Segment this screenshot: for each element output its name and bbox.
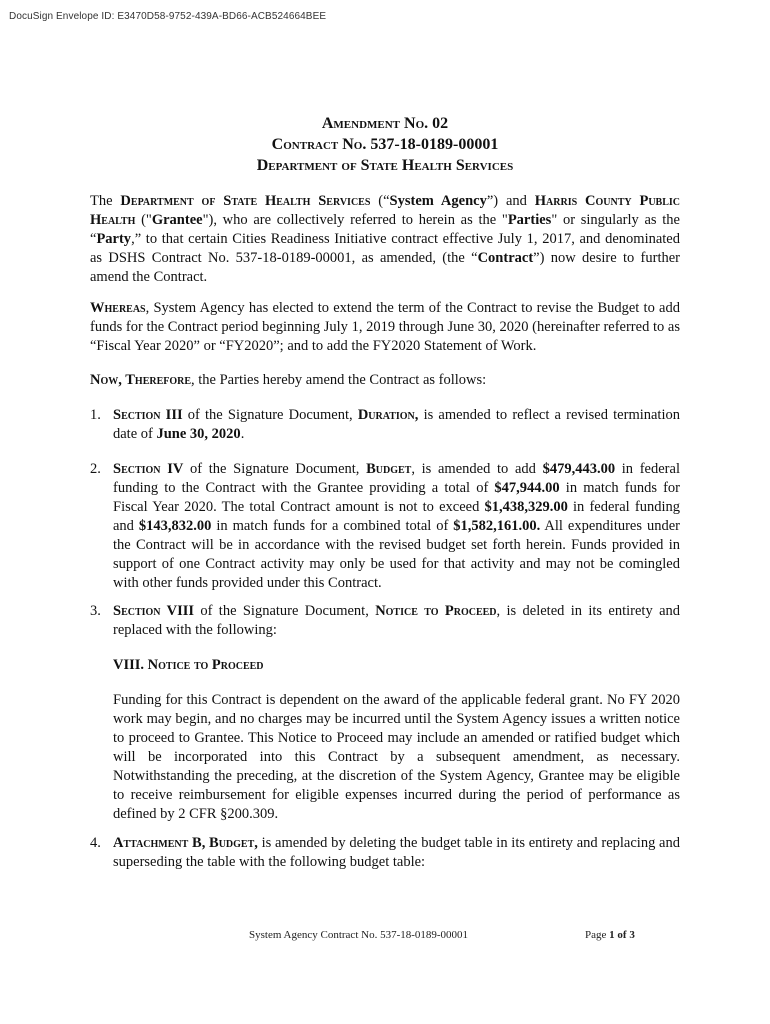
item-text: , is deleted in its entirety and replaced with the following: xyxy=(113,603,680,638)
docusign-envelope-id: DocuSign Envelope ID: E3470D58-9752-439A-BD66-ACB524664BEE xyxy=(9,11,327,22)
item-text: of the Signature Document, xyxy=(194,603,376,619)
page-total: 3 xyxy=(629,929,635,941)
amount: $479,443.00 xyxy=(542,461,616,477)
intro-text: ”) and xyxy=(486,193,535,209)
amount: $1,438,329.00 xyxy=(484,499,568,515)
page-prefix: Page xyxy=(585,929,610,941)
document-title-block xyxy=(0,113,770,176)
page-num: 1 xyxy=(609,929,615,941)
intro-text: (" xyxy=(135,212,152,228)
now-therefore-label: Now, Therefore xyxy=(90,372,192,388)
section-title: Notice to Proceed xyxy=(375,603,497,619)
footer-page-number xyxy=(585,929,635,941)
item-text: in match funds for a combined total of xyxy=(211,518,454,534)
list-item-text xyxy=(113,834,680,872)
list-item xyxy=(90,834,680,872)
intro-text: ,” to that certain Cities Readiness Initiative contract effective July 1, 2017, and denominated as DSHS Contract No. 537-18-0189-00001, as amended, (the “ xyxy=(90,231,680,266)
item-text: , is amended to add xyxy=(411,461,543,477)
contract-term: Contract xyxy=(477,250,534,266)
whereas-label: Whereas xyxy=(90,300,146,316)
item-text: of the Signature Document, xyxy=(183,461,367,477)
department-title: Department of State Health Services xyxy=(256,157,514,174)
section-ref: Section III xyxy=(113,407,183,423)
section-title: Budget xyxy=(366,461,412,477)
list-item xyxy=(90,602,680,640)
section-ref: Section IV xyxy=(113,461,184,477)
list-item-text xyxy=(113,406,680,444)
agency-name: Department of State Health Services xyxy=(120,193,371,209)
whereas-paragraph xyxy=(90,299,680,356)
amount: $143,832.00 xyxy=(138,518,212,534)
intro-text: ”) now desire to further amend the Contract. xyxy=(90,250,680,285)
item-text: . xyxy=(240,426,245,442)
list-number: 2. xyxy=(90,461,101,477)
parties-term: Parties xyxy=(507,212,552,228)
grantee-name: Harris County Public Health xyxy=(90,193,681,228)
contract-number-title: Contract No. 537-18-0189-00001 xyxy=(271,136,499,153)
amendment-title: Amendment No. 02 xyxy=(321,115,449,132)
intro-text: "), who are collectively referred to herein as the " xyxy=(202,212,508,228)
item-text: All expenditures under the Contract will be in accordance with the revised budget set forth herein. Funds provided in support of one Contract activity may only be used for that activity and may not be comingled with other funds provided under this Contract. xyxy=(113,518,680,591)
item-text: is amended by deleting the budget table in its entirety and replacing and superseding the table with the following budget table: xyxy=(113,835,680,870)
amount: $47,944.00 xyxy=(494,480,560,496)
grantee-term: Grantee xyxy=(151,212,203,228)
amount: $1,582,161.00. xyxy=(453,518,541,534)
list-number: 1. xyxy=(90,407,101,423)
list-item xyxy=(90,460,680,593)
now-therefore-text: , the Parties hereby amend the Contract as follows: xyxy=(191,372,487,388)
now-therefore-paragraph xyxy=(90,371,680,390)
termination-date: June 30, 2020 xyxy=(156,426,241,442)
item-text: of the Signature Document, xyxy=(182,407,358,423)
section-ref: Section VIII xyxy=(113,603,195,619)
list-item xyxy=(90,406,680,444)
whereas-text: , System Agency has elected to extend the term of the Contract to revise the Budget to add funds for the Contract period beginning July 1, 2019 through June 30, 2020 (hereinafter referred to as “Fiscal Year 2020” or “FY2020”; and to add the FY2020 Statement of Work. xyxy=(90,300,680,354)
list-number: 3. xyxy=(90,603,101,619)
item-text: in match funds for Fiscal Year 2020. The total Contract amount is not to exceed xyxy=(113,480,680,515)
section-title: Duration, xyxy=(357,407,419,423)
system-agency-term: System Agency xyxy=(389,193,487,209)
intro-text: The xyxy=(90,193,121,209)
page-of: of xyxy=(614,929,630,941)
list-item-text xyxy=(113,460,680,593)
item-text: in federal funding and xyxy=(113,499,680,534)
sub-heading-text: VIII. Notice to Proceed xyxy=(113,657,264,673)
intro-text: (“ xyxy=(370,193,390,209)
section-ref: Attachment B, Budget, xyxy=(113,835,258,851)
item-text: is amended to reflect a revised termination date of xyxy=(113,407,680,442)
item-text: in federal funding to the Contract with the Grantee providing a total of xyxy=(113,461,680,496)
sub-heading xyxy=(113,656,680,675)
footer-contract-number: System Agency Contract No. 537-18-0189-00001 xyxy=(249,929,469,941)
intro-paragraph xyxy=(90,192,680,287)
intro-text: " or singularly as the “ xyxy=(90,212,680,247)
list-number: 4. xyxy=(90,835,101,851)
party-term: Party xyxy=(96,231,132,247)
list-item-text xyxy=(113,602,680,640)
notice-to-proceed-paragraph: Funding for this Contract is dependent on the award of the applicable federal grant. No FY 2020 work may begin, and no charges may be incurred until the System Agency issues a written notice to proceed to Grantee. This Notice to Proceed may include an amended or ratified budget which will be incorporated into this Contract by a subsequent amendment, as necessary. Notwithstanding the preceding, at the discretion of the System Agency, Grantee may be eligible to receive reimbursement for eligible expenses incurred during the period of performance as defined by 2 CFR §200.309. xyxy=(113,692,680,822)
